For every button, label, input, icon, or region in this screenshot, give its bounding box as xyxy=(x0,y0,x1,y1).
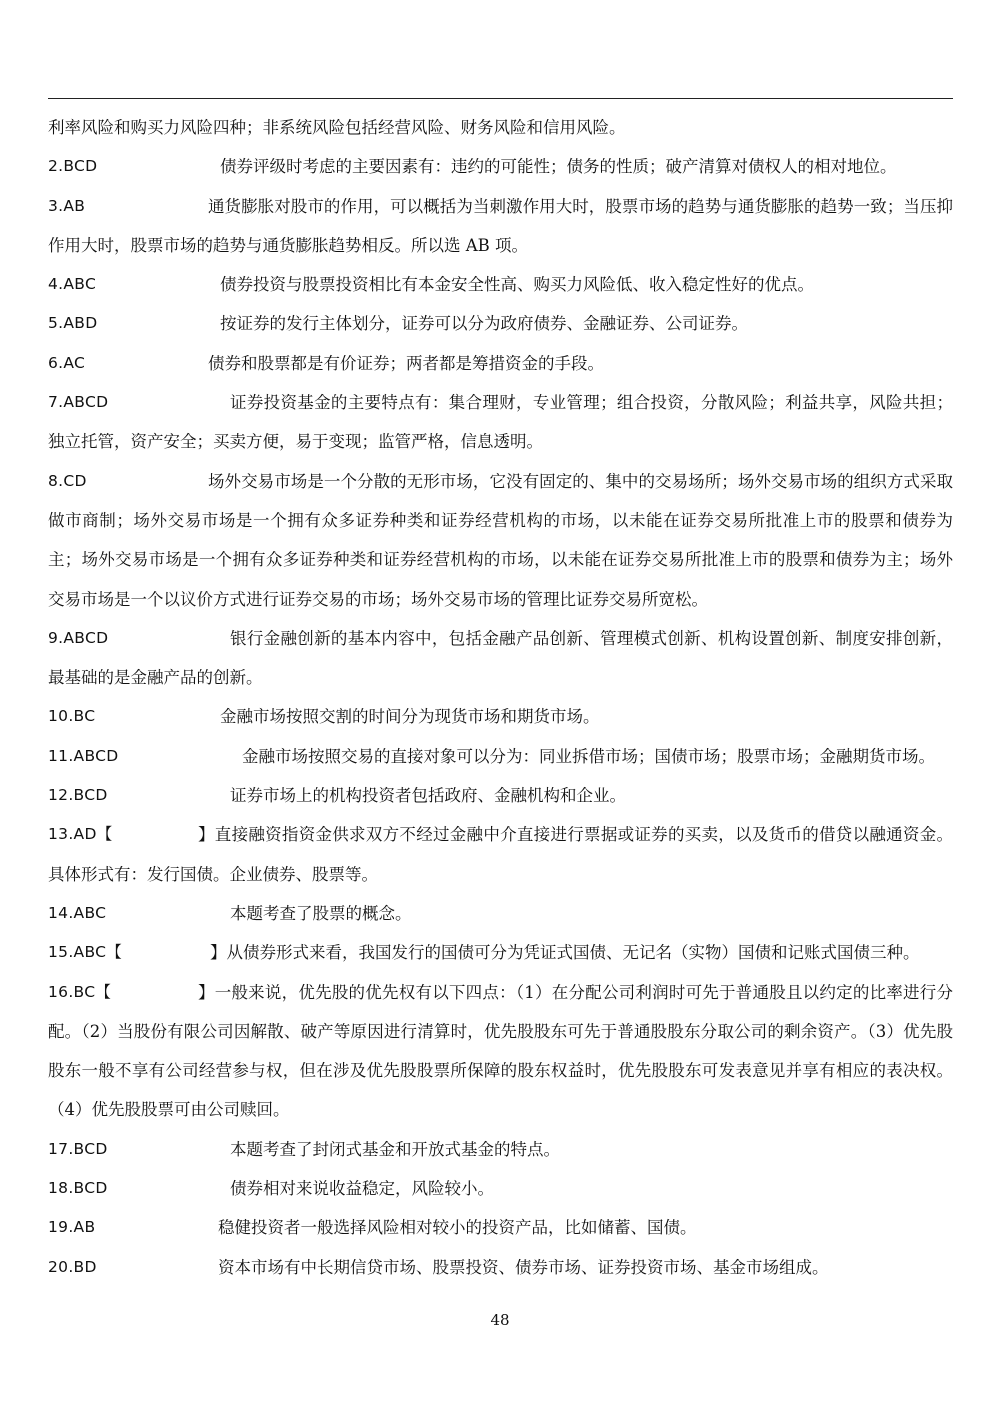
answer-number: 4.ABC xyxy=(48,275,97,294)
answer-explanation: 本题考查了股票的概念。 xyxy=(230,903,412,923)
continuation-text: 利率风险和购买力风险四种；非系统风险包括经营风险、财务风险和信用风险。 xyxy=(48,118,626,137)
answer-explanation: 按证券的发行主体划分，证券可以分为政府债券、金融证券、公司证券。 xyxy=(220,314,748,334)
answer-explanation: 证券市场上的机构投资者包括政府、金融机构和企业。 xyxy=(230,786,626,806)
answer-item-10 xyxy=(48,697,953,736)
answer-item-7 xyxy=(48,383,953,462)
answer-explanation: 本题考查了封闭式基金和开放式基金的特点。 xyxy=(230,1139,560,1159)
answer-number: 12.BCD xyxy=(48,786,108,805)
answer-number: 20.BD xyxy=(48,1257,97,1276)
page-number: 48 xyxy=(490,1311,510,1329)
answer-number: 3.AB xyxy=(48,196,86,215)
answer-explanation: 金融市场按照交易的直接对象可以分为：同业拆借市场；国债市场；股票市场；金融期货市场。 xyxy=(242,746,935,766)
answer-explanation: 】直接融资指资金供求双方不经过金融中介直接进行票据或证券的买卖，以及货币的借贷以融通资金。具体形式有：发行国债。企业债券、股票等。 xyxy=(48,825,953,884)
answer-explanation: 稳健投资者一般选择风险相对较小的投资产品，比如储蓄、国债。 xyxy=(218,1218,697,1238)
answer-explanation: 通货膨胀对股市的作用，可以概括为当刺激作用大时，股票市场的趋势与通货膨胀的趋势一致；当压抑作用大时，股票市场的趋势与通货膨胀趋势相反。所以选 AB 项。 xyxy=(48,196,953,255)
answer-number: 17.BCD xyxy=(48,1139,108,1158)
answer-explanation: 场外交易市场是一个分散的无形市场，它没有固定的、集中的交易场所；场外交易市场的组织方式采取做市商制；场外交易市场是一个拥有众多证券种类和证券经营机构的市场，以未能在证券交易所批准上市的股票和债券为主；场外交易市场是一个拥有众多证券种类和证券经营机构的市场，以未能在证券交易所批准上市的股票和债券为主；场外交易市场是一个以议价方式进行证券交易的市场；场外交易市场的管理比证券交易所宽松。 xyxy=(48,471,953,609)
answer-number: 16.BC【 xyxy=(48,982,112,1001)
answer-item-15 xyxy=(48,933,953,972)
answer-explanation: 】从债券形式来看，我国发行的国债可分为凭证式国债、无记名（实物）国债和记账式国债三种。 xyxy=(210,943,920,963)
answer-item-17 xyxy=(48,1130,953,1169)
answer-number: 6.AC xyxy=(48,353,86,372)
answer-number: 8.CD xyxy=(48,471,87,490)
answer-number: 13.AD【 xyxy=(48,825,113,844)
answer-item-2 xyxy=(48,147,953,186)
answer-explanation: 银行金融创新的基本内容中，包括金融产品创新、管理模式创新、机构设置创新、制度安排创新，最基础的是金融产品的创新。 xyxy=(48,628,953,688)
answer-item-9 xyxy=(48,619,953,698)
answer-number: 18.BCD xyxy=(48,1179,108,1198)
answer-list xyxy=(48,108,953,1287)
answer-item-5 xyxy=(48,304,953,343)
answer-explanation: 资本市场有中长期信贷市场、股票投资、债券市场、证券投资市场、基金市场组成。 xyxy=(218,1257,829,1277)
answer-explanation: 债券和股票都是有价证券；两者都是筹措资金的手段。 xyxy=(208,353,604,373)
answer-number: 7.ABCD xyxy=(48,393,109,412)
answer-number: 9.ABCD xyxy=(48,628,109,647)
answer-item-12 xyxy=(48,776,953,815)
answer-item-4 xyxy=(48,265,953,304)
answer-item-11 xyxy=(48,737,953,776)
answer-item-16 xyxy=(48,973,953,1130)
answer-number: 5.ABD xyxy=(48,314,98,333)
answer-number: 11.ABCD xyxy=(48,746,119,765)
answer-item-19 xyxy=(48,1208,953,1247)
answer-number: 15.ABC【 xyxy=(48,943,123,962)
answer-item-20 xyxy=(48,1248,953,1287)
answer-number: 14.ABC xyxy=(48,903,107,922)
answer-explanation: 】一般来说，优先股的优先权有以下四点：（1）在分配公司利润时可先于普通股且以约定的比率进行分配。（2）当股份有限公司因解散、破产等原因进行清算时，优先股股东可先于普通股股东分取公司的剩余资产。（3）优先股股东一般不享有公司经营参与权，但在涉及优先股股票所保障的股东权益时，优先股股东可发表意见并享有相应的表决权。（4）优先股股票可由公司赎回。 xyxy=(48,982,953,1120)
answer-item-14 xyxy=(48,894,953,933)
answer-number: 10.BC xyxy=(48,707,96,726)
answer-explanation: 证券投资基金的主要特点有：集合理财，专业管理；组合投资，分散风险；利益共享，风险共担；独立托管，资产安全；买卖方便，易于变现；监管严格，信息透明。 xyxy=(48,393,953,452)
answer-item-8 xyxy=(48,462,953,619)
answer-number: 2.BCD xyxy=(48,157,98,176)
answer-item-13 xyxy=(48,815,953,894)
answer-explanation: 金融市场按照交割的时间分为现货市场和期货市场。 xyxy=(220,707,600,727)
header-rule xyxy=(48,98,953,99)
answer-item-18 xyxy=(48,1169,953,1208)
answer-item-6 xyxy=(48,344,953,383)
answer-explanation: 债券相对来说收益稳定，风险较小。 xyxy=(230,1179,494,1199)
answer-item-3 xyxy=(48,187,953,266)
answer-explanation: 债券投资与股票投资相比有本金安全性高、购买力风险低、收入稳定性好的优点。 xyxy=(220,275,814,295)
answer-explanation: 债券评级时考虑的主要因素有：违约的可能性；债务的性质；破产清算对债权人的相对地位。 xyxy=(220,157,897,177)
answer-number: 19.AB xyxy=(48,1218,96,1237)
